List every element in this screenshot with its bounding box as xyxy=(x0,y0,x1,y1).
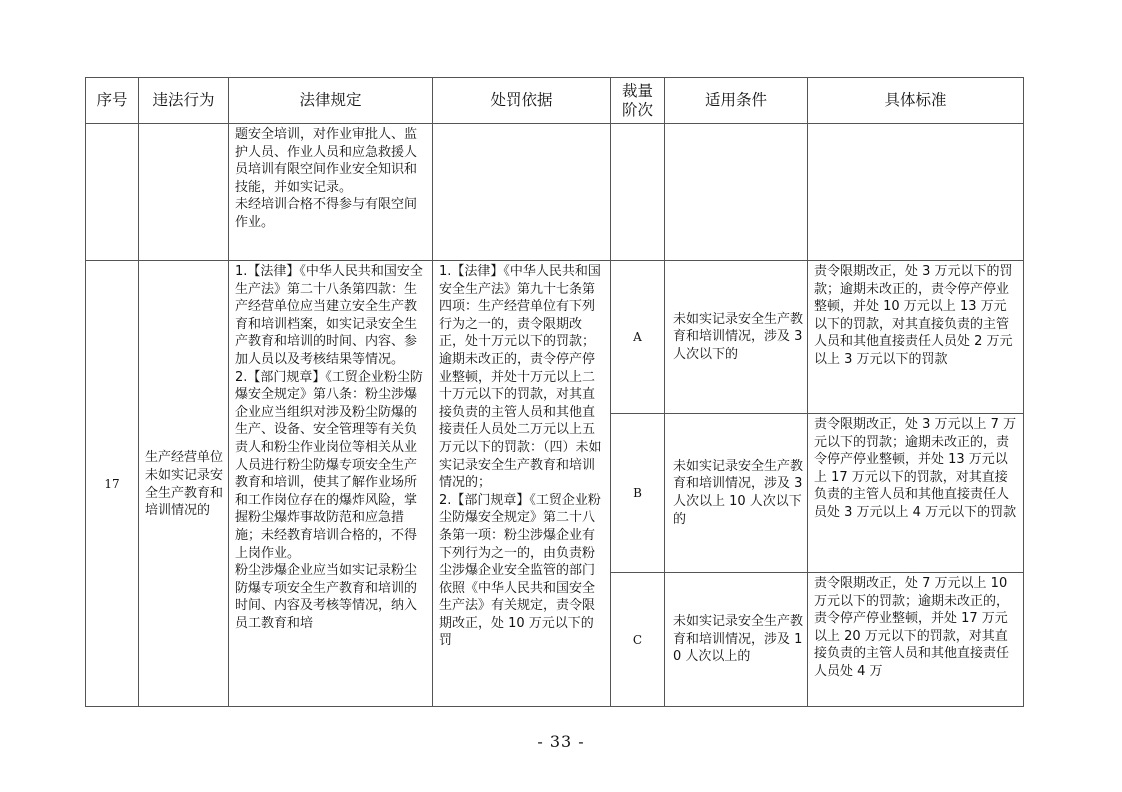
cont-standard-cell xyxy=(808,124,1024,261)
row17-no: 17 xyxy=(86,261,139,707)
row17-law-para-2: 2.【部门规章】《工贸企业粉尘防爆安全规定》第八条：粉尘涉爆企业应当组织对涉及粉尘防爆的生产、设备、安全管理等有关负责人和粉尘作业岗位等相关从业人员进行粉尘防爆专项安全生产教育和培训，使其了解作业场所和工作岗位存在的爆炸风险，掌握粉尘爆炸事故防范和应急措施；未经教育培训合格的，不得上岗作业。 xyxy=(235,369,423,561)
row17-law-cell xyxy=(229,261,433,707)
row17-level-c: C xyxy=(611,573,665,707)
row17-level-b: B xyxy=(611,414,665,573)
penalty-standard-table xyxy=(85,77,1024,707)
row17-condition-a: 未如实记录安全生产教育和培训情况，涉及 3 人次以下的 xyxy=(673,311,804,362)
row17-condition-b: 未如实记录安全生产教育和培训情况，涉及 3 人次以上 10 人次以下的 xyxy=(673,458,804,527)
row17-condition-a-cell xyxy=(665,261,808,414)
row17-condition-c: 未如实记录安全生产教育和培训情况，涉及 10 人次以上的 xyxy=(673,614,804,665)
row17-condition-c-cell xyxy=(665,573,808,707)
row17-act: 生产经营单位未如实记录安全生产教育和培训情况的 xyxy=(145,450,224,519)
row17-act-cell xyxy=(139,261,229,707)
row17-penalty-para-2: 2.【部门规章】《工贸企业粉尘防爆安全规定》第二十八条第一项：粉尘涉爆企业有下列行为之一的，由负责粉尘涉爆企业安全监管的部门依照《中华人民共和国安全生产法》有关规定，责令限期改正，处 10 万元以下的罚 xyxy=(439,492,601,649)
header-law: 法律规定 xyxy=(229,78,433,124)
header-act: 违法行为 xyxy=(139,78,229,124)
header-no: 序号 xyxy=(86,78,139,124)
header-standard: 具体标准 xyxy=(808,78,1024,124)
header-penalty: 处罚依据 xyxy=(433,78,611,124)
row17-penalty-cell xyxy=(433,261,611,707)
table-row-continued xyxy=(86,124,1024,261)
row17-standard-b: 责令限期改正，处 3 万元以上 7 万元以下的罚款；逾期未改正的，责令停产停业整顿，并处 13 万元以上 17 万元以下的罚款，对其直接负责的主管人员和其他直接责任人员处 3 万元以上 4 万元以下的罚款 xyxy=(814,417,1017,520)
table-header-row xyxy=(86,78,1024,124)
row17-level-a: A xyxy=(611,261,665,414)
cont-penalty-cell xyxy=(433,124,611,261)
row17-standard-b-cell xyxy=(808,414,1024,573)
row17-law-para-3: 粉尘涉爆企业应当如实记录粉尘防爆专项安全生产教育和培训的时间、内容及考核等情况，纳入员工教育和培 xyxy=(235,563,418,631)
row17-standard-c: 责令限期改正，处 7 万元以上 10 万元以下的罚款；逾期未改正的，责令停产停业整顿，并处 17 万元以上 20 万元以下的罚款，对其直接负责的主管人员和其他直接责任人员处 4 万 xyxy=(814,576,1010,679)
cont-law-para-2: 未经培训合格不得参与有限空间作业。 xyxy=(235,197,418,230)
row17-standard-c-cell xyxy=(808,573,1024,707)
row17-standard-a: 责令限期改正，处 3 万元以下的罚款；逾期未改正的，责令停产停业整顿，并处 10 万元以上 13 万元以下的罚款，对其直接负责的主管人员和其他直接责任人员处 2 万元以上 3 万元以下的罚款 xyxy=(814,264,1013,367)
table-row-17-a xyxy=(86,261,1024,414)
cont-act-cell xyxy=(139,124,229,261)
row17-law-para-1: 1.【法律】《中华人民共和国安全生产法》第二十八条第四款：生产经营单位应当建立安全生产教育和培训档案，如实记录安全生产教育和培训的时间、内容、参加人员以及考核结果等情况。 xyxy=(235,264,423,367)
row17-standard-a-cell xyxy=(808,261,1024,414)
header-level: 裁量阶次 xyxy=(611,78,665,124)
page-number: - 33 - xyxy=(537,732,585,751)
row17-penalty-para-1: 1.【法律】《中华人民共和国安全生产法》第九十七条第四项：生产经营单位有下列行为之一的，责令限期改正，处十万元以下的罚款；逾期未改正的，责令停产停业整顿，并处十万元以上二十万元以下的罚款，对其直接负责的主管人员和其他直接责任人员处二万元以上五万元以下的罚款：（四）未如实记录安全生产教育和培训情况的； xyxy=(439,264,602,491)
header-condition: 适用条件 xyxy=(665,78,808,124)
cont-condition-cell xyxy=(665,124,808,261)
cont-level-cell xyxy=(611,124,665,261)
cont-no-cell xyxy=(86,124,139,261)
cont-law-cell xyxy=(229,124,433,261)
cont-law-para-1: 题安全培训，对作业审批人、监护人员、作业人员和应急救援人员培训有限空间作业安全知识和技能，并如实记录。 xyxy=(235,127,418,195)
row17-condition-b-cell xyxy=(665,414,808,573)
